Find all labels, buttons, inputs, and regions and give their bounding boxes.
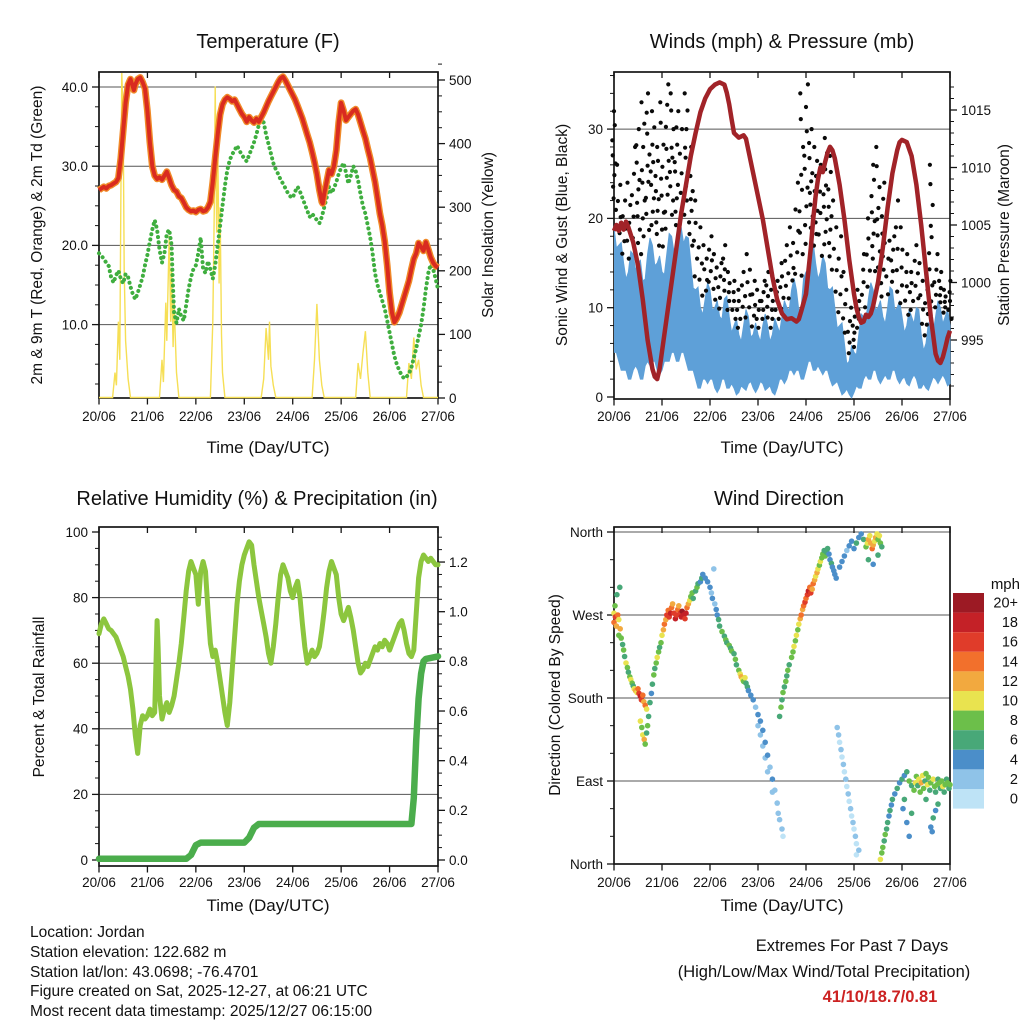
winds-ylabel-left: Sonic Wind & Gust (Blue, Black): [554, 123, 571, 347]
svg-text:22/06: 22/06: [693, 409, 727, 424]
svg-text:2: 2: [1009, 771, 1018, 788]
svg-text:40.0: 40.0: [61, 79, 88, 95]
rh-series: [99, 542, 438, 754]
svg-text:100: 100: [449, 327, 472, 343]
humidity-xlabel: Time (Day/UTC): [206, 896, 330, 915]
svg-text:1010: 1010: [961, 160, 992, 176]
svg-text:0: 0: [80, 852, 88, 868]
svg-text:200: 200: [449, 263, 472, 279]
svg-text:27/06: 27/06: [421, 875, 455, 890]
svg-text:20: 20: [587, 211, 603, 227]
svg-text:25/06: 25/06: [324, 409, 359, 424]
svg-text:20/06: 20/06: [597, 875, 631, 890]
winds-xlabel: Time (Day/UTC): [720, 438, 844, 457]
svg-text:500: 500: [449, 72, 472, 88]
svg-text:24/06: 24/06: [789, 409, 823, 424]
humidity-ylabel-left: Percent & Total Rainfall: [31, 616, 48, 778]
wind-direction-chart-title: Wind Direction: [713, 488, 845, 510]
wind-direction-chart: [568, 525, 967, 890]
svg-text:26/06: 26/06: [372, 409, 407, 424]
svg-text:20/06: 20/06: [82, 409, 116, 424]
svg-text:20/06: 20/06: [82, 875, 116, 890]
svg-text:0.0: 0.0: [449, 852, 468, 868]
svg-text:22/06: 22/06: [178, 875, 213, 890]
svg-text:995: 995: [961, 332, 984, 348]
svg-text:South: South: [567, 690, 603, 706]
svg-text:1015: 1015: [961, 102, 992, 118]
extremes-subtitle: (High/Low/Max Wind/Total Precipitation): [677, 962, 971, 981]
svg-text:21/06: 21/06: [130, 875, 165, 890]
svg-text:0.2: 0.2: [449, 803, 468, 819]
svg-text:27/06: 27/06: [933, 409, 967, 424]
svg-text:23/06: 23/06: [741, 409, 775, 424]
svg-text:20: 20: [72, 787, 88, 803]
svg-text:14: 14: [1001, 654, 1018, 671]
svg-text:26/06: 26/06: [372, 875, 407, 890]
wind-direction-xlabel: Time (Day/UTC): [720, 896, 844, 915]
station-latlon: Station lat/lon: 43.0698; -76.4701: [30, 963, 259, 981]
svg-text:100: 100: [65, 524, 88, 540]
svg-text:20+: 20+: [993, 595, 1018, 612]
svg-text:21/06: 21/06: [645, 409, 679, 424]
temperature-chart: [62, 64, 472, 424]
station-elevation: Station elevation: 122.682 m: [30, 943, 227, 961]
svg-text:1.2: 1.2: [449, 554, 468, 570]
svg-text:24/06: 24/06: [789, 875, 823, 890]
svg-text:North: North: [569, 524, 603, 540]
winds-pressure-chart: [588, 72, 991, 424]
svg-text:1.0: 1.0: [449, 604, 468, 620]
svg-text:North: North: [569, 856, 603, 872]
svg-text:12: 12: [1001, 673, 1018, 690]
svg-text:mph: mph: [990, 576, 1020, 593]
svg-text:6: 6: [1009, 732, 1018, 749]
svg-text:24/06: 24/06: [275, 409, 310, 424]
svg-text:30: 30: [587, 121, 603, 137]
svg-text:23/06: 23/06: [227, 875, 262, 890]
humidity-precip-chart-title: Relative Humidity (%) & Precipitation (in): [76, 488, 438, 510]
svg-text:80: 80: [72, 590, 88, 606]
winds-pressure-chart-title: Winds (mph) & Pressure (mb): [649, 31, 915, 53]
temperature-chart-title: Temperature (F): [196, 31, 340, 53]
svg-text:21/06: 21/06: [130, 409, 165, 424]
svg-text:21/06: 21/06: [645, 875, 679, 890]
svg-text:0.6: 0.6: [449, 703, 468, 719]
svg-text:10.0: 10.0: [61, 317, 88, 333]
svg-text:22/06: 22/06: [178, 409, 213, 424]
svg-text:22/06: 22/06: [693, 875, 727, 890]
station-location: Location: Jordan: [30, 924, 145, 941]
humidity-precip-chart: [65, 525, 468, 890]
svg-text:26/06: 26/06: [885, 875, 919, 890]
svg-text:0: 0: [449, 390, 457, 406]
svg-text:0: 0: [1009, 791, 1018, 808]
extremes-title: Extremes For Past 7 Days: [755, 937, 949, 955]
wind-direction-ylabel-left: Direction (Colored By Speed): [547, 594, 564, 796]
svg-text:1000: 1000: [961, 275, 992, 291]
svg-text:23/06: 23/06: [741, 875, 775, 890]
rainfall-series: [99, 656, 438, 858]
svg-text:30.0: 30.0: [61, 159, 88, 174]
svg-text:26/06: 26/06: [885, 409, 919, 424]
svg-text:8: 8: [1009, 713, 1018, 730]
station-metadata: [30, 923, 372, 1022]
svg-text:18: 18: [1001, 615, 1018, 632]
speed-colorbar: [953, 576, 1020, 809]
svg-text:23/06: 23/06: [227, 409, 262, 424]
temperature-ylabel-left: 2m & 9m T (Red, Orange) & 2m Td (Green): [29, 85, 46, 385]
svg-text:27/06: 27/06: [421, 409, 455, 424]
svg-text:300: 300: [449, 200, 472, 215]
temperature-ylabel-right: Solar Insolation (Yellow): [480, 152, 497, 318]
winds-ylabel-right: Station Pressure (Maroon): [996, 144, 1013, 326]
svg-text:East: East: [575, 773, 603, 789]
svg-text:20.0: 20.0: [61, 238, 88, 254]
direction-scatter: [611, 531, 953, 862]
svg-text:10: 10: [1001, 693, 1018, 710]
data-timestamp: Most recent data timestamp: 2025/12/27 06:15:00: [30, 1003, 373, 1021]
extremes-block: [634, 934, 1014, 1011]
svg-text:0.8: 0.8: [449, 654, 468, 670]
svg-text:20/06: 20/06: [597, 409, 631, 424]
svg-text:40: 40: [72, 721, 88, 737]
svg-text:16: 16: [1001, 634, 1018, 651]
svg-text:25/06: 25/06: [837, 875, 871, 890]
svg-text:0: 0: [595, 389, 603, 405]
svg-text:60: 60: [72, 656, 88, 671]
svg-text:0.4: 0.4: [449, 753, 468, 769]
svg-text:4: 4: [1009, 752, 1018, 769]
svg-text:24/06: 24/06: [275, 875, 310, 890]
svg-text:25/06: 25/06: [324, 875, 359, 890]
svg-text:West: West: [572, 607, 603, 623]
extremes-values: 41/10/18.7/0.81: [822, 988, 938, 1006]
svg-text:10: 10: [587, 300, 603, 316]
svg-text:400: 400: [449, 136, 472, 152]
svg-text:25/06: 25/06: [837, 409, 871, 424]
svg-text:1005: 1005: [961, 217, 992, 233]
svg-text:27/06: 27/06: [933, 875, 967, 890]
figure-created: Figure created on Sat, 2025-12-27, at 06:21 UTC: [30, 983, 368, 1001]
temperature-xlabel: Time (Day/UTC): [206, 438, 330, 457]
